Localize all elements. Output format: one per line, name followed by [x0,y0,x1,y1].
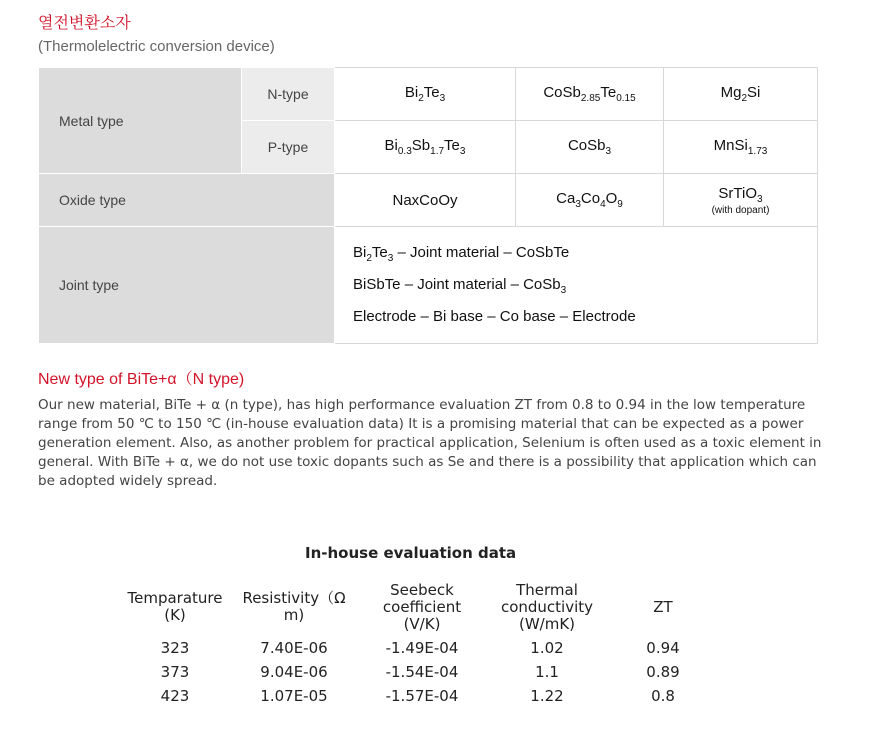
joint-line-1: $Bi_2Te_3$ – Joint material – CoSbTe [353,244,570,264]
page-title: 열전변환소자 [38,13,131,32]
p-type-label: P-type [242,121,335,174]
page-subtitle: (Thermolelectric conversion device) [38,38,275,55]
oxide-naxcooy: NaxCoOy [335,174,516,227]
metal-type-label: Metal type [39,68,242,174]
evaluation-table [115,578,723,708]
oxide-type-label: Oxide type [39,174,335,227]
material-type-table [38,67,818,344]
table-row: 323 7.40E-06 -1.49E-04 1.02 0.94 [160,639,680,657]
table-row: 423 1.07E-05 -1.57E-04 1.22 0.8 [160,687,675,705]
joint-type-label: Joint type [39,227,335,344]
header-thermal-conductivity: Thermal conductivity (W/mK) [500,580,594,633]
description-paragraph: Our new material, BiTe + α (n type), has high performance evaluation ZT from 0.8 to 0.94 in the low temperature range from 50 ℃ to 150 ℃ (in-house evaluation data) It is a promising material that can be expected as a power generation element. Also, as another problem for practical application, Selenium is often used as a toxic element in general. With BiTe + α, we do not use toxic dopants such as Se and there is a possibility that application which can be adopted widely spread. [38,397,822,489]
oxide-ca3co4o9: $Ca_3Co_4O_9$ [516,174,664,227]
joint-line-2: BiSbTe – Joint material – CoSb$_3$ [353,276,567,296]
dopant-note: (with dopant) [711,204,770,216]
header-seebeck: Seebeck coefficient (V/K) [382,580,462,633]
section-title: New type of BiTe+α（N type) [38,371,245,388]
p-type-cosb3: CoSb$_3$ [516,121,664,174]
joint-line-3: Electrode – Bi base – Co base – Electrode [353,308,636,325]
oxide-srtio3: SrTiO$_3$ (with dopant) [664,174,818,227]
n-type-bi2te3: $Bi_2Te_3$ [335,68,516,121]
joint-type-list [335,227,818,344]
n-type-label: N-type [242,68,335,121]
p-type-bisbte: $Bi_{0.3}Sb_{1.7}Te_3$ [335,121,516,174]
n-type-cosbte: $CoSb_{2.85}Te_{0.15}$ [516,68,664,121]
table-row: 373 9.04E-06 -1.54E-04 1.1 0.89 [160,663,680,681]
header-temperature: Temparature (K) [127,589,223,624]
p-type-mnsi: MnSi$_{1.73}$ [664,121,818,174]
evaluation-title: In-house evaluation data [305,544,517,562]
header-zt: ZT [653,597,673,616]
n-type-mg2si: $Mg_2Si$ [664,68,818,121]
header-resistivity: Resistivity（Ω m) [242,589,346,624]
